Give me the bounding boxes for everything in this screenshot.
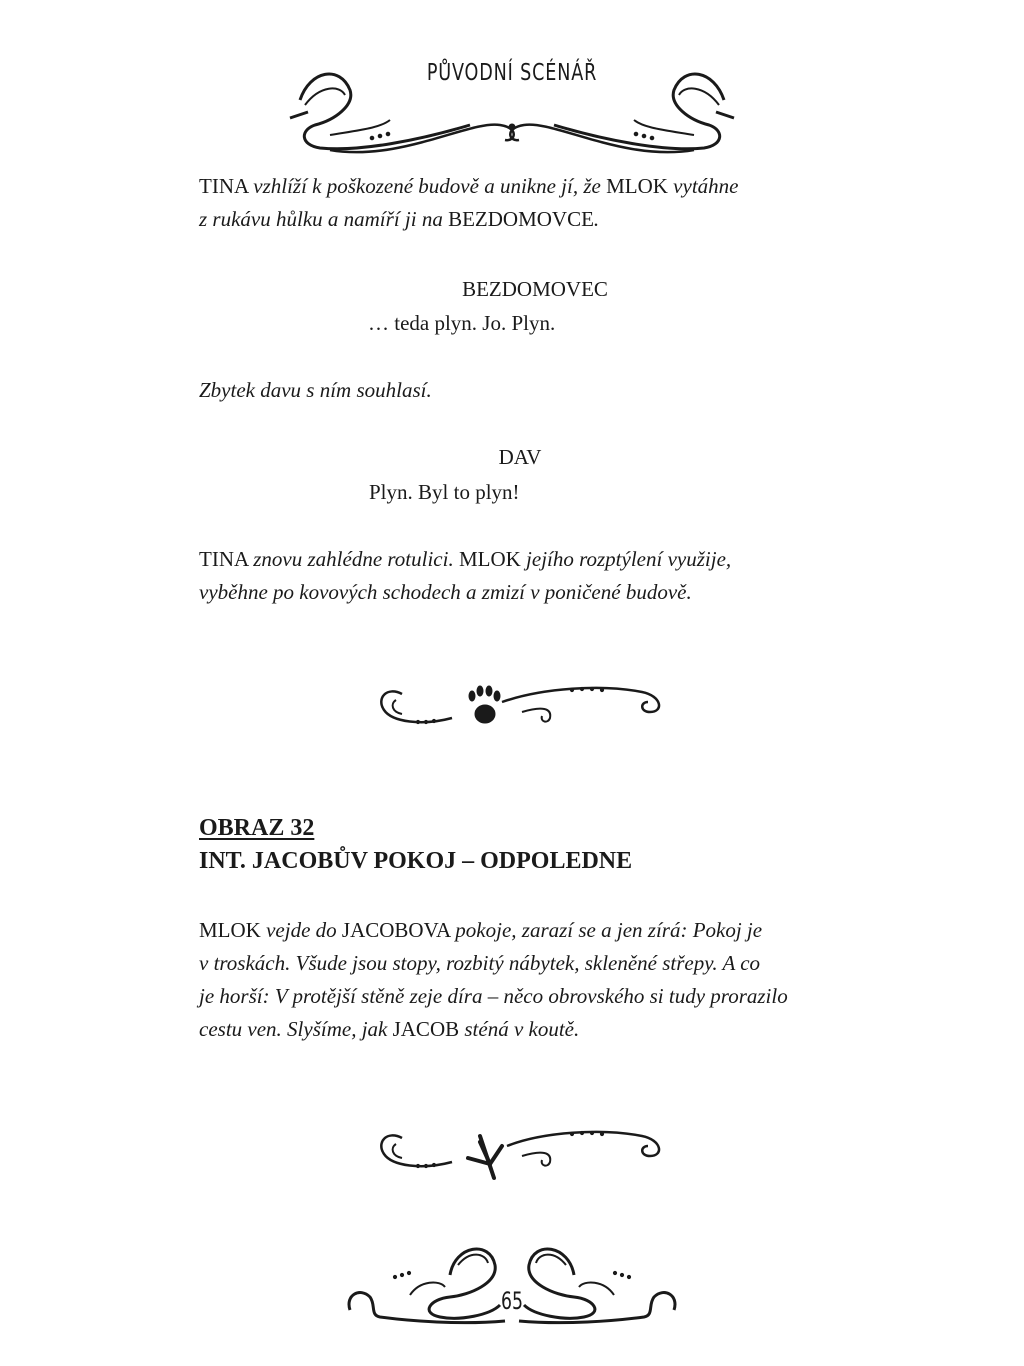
left-dots: [370, 132, 390, 140]
text-span: vejde do: [266, 918, 342, 942]
text-span: pokoje, zarazí se a jen zírá: Pokoj je: [455, 918, 763, 942]
header-ornament: [0, 30, 1024, 170]
action-line: [199, 170, 839, 203]
text-span: BEZDOMOVCE: [448, 207, 594, 231]
action-line: [199, 543, 839, 576]
dots: [393, 1271, 630, 1278]
scene-heading: INT. JACOBŮV POKOJ – ODPOLEDNE: [199, 848, 633, 874]
text-span: MLOK: [606, 174, 674, 198]
page-number: 65: [501, 1287, 523, 1315]
scene-number: OBRAZ 32: [199, 815, 315, 841]
text-span: vytáhne: [673, 174, 739, 198]
action-line: [199, 203, 839, 236]
paw-divider-ornament: [372, 678, 672, 738]
action-line: [199, 1013, 849, 1046]
action-paragraph-3: [199, 543, 839, 609]
action-line: [199, 947, 849, 980]
action-line: [199, 980, 849, 1013]
text-span: znovu zahlédne rotulici.: [253, 547, 459, 571]
action-line: [199, 914, 849, 947]
dots: [416, 687, 603, 723]
running-header-title: PŮVODNÍ SCÉNÁŘ: [426, 60, 598, 86]
dialogue-line: … teda plyn. Jo. Plyn.: [368, 311, 556, 335]
bird-footprint-icon: [468, 1136, 502, 1178]
text-span: je horší: V protější stěně zeje díra – něco obrovského si tudy prorazilo: [199, 984, 788, 1008]
text-span: JACOBOVA: [341, 918, 456, 942]
text-span: JACOB: [392, 1017, 465, 1041]
bird-divider-ornament: [372, 1122, 672, 1192]
text-span: Zbytek davu s ním souhlasí.: [199, 378, 432, 402]
footer-ornament: [0, 1225, 1024, 1345]
text-span: cestu ven. Slyšíme, jak: [199, 1017, 393, 1041]
text-span: vyběhne po kovových schodech a zmizí v poničené budově.: [199, 580, 692, 604]
action-paragraph-2: [199, 374, 839, 407]
character-name: BEZDOMOVEC: [462, 277, 608, 301]
text-span: TINA: [199, 174, 254, 198]
text-span: MLOK: [458, 547, 527, 571]
action-paragraph-1: [199, 170, 839, 236]
text-span: TINA: [199, 547, 254, 571]
dialogue-line: Plyn. Byl to plyn!: [369, 480, 520, 504]
text-span: .: [593, 207, 600, 231]
text-span: MLOK: [199, 918, 267, 942]
paw-print-icon: [469, 686, 500, 723]
text-span: vzhlíží k poškozené budově a unikne jí, že: [253, 174, 607, 198]
text-span: sténá v koutě.: [464, 1017, 580, 1041]
action-line: [199, 576, 839, 609]
character-name: DAV: [498, 445, 542, 469]
text-span: z rukávu hůlku a namíří ji na: [199, 207, 449, 231]
dots: [416, 1131, 603, 1167]
text-span: v troskách. Všude jsou stopy, rozbitý nábytek, skleněné střepy. A co: [199, 951, 761, 975]
text-span: jejího rozptýlení využije,: [526, 547, 732, 571]
action-paragraph-4: [199, 914, 849, 1046]
